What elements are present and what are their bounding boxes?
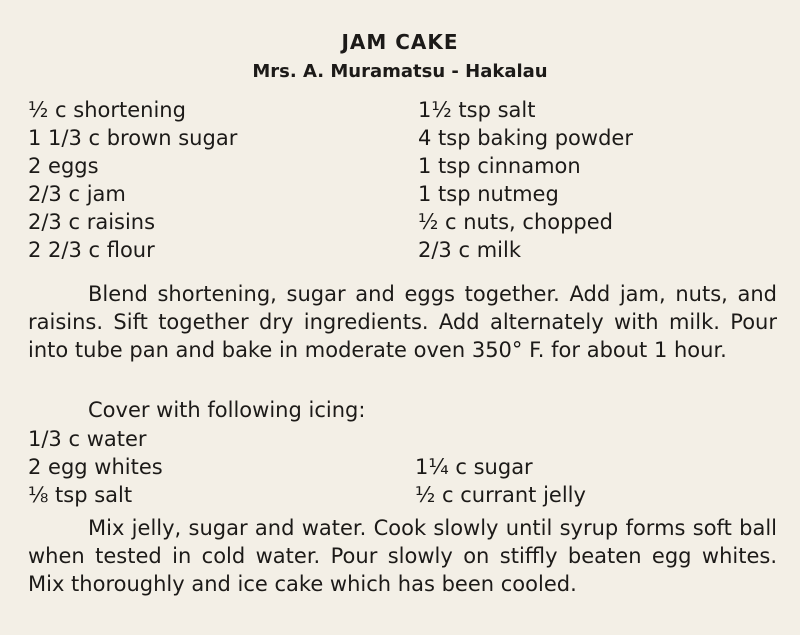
- ingredient-item: 1 tsp cinnamon: [418, 154, 581, 178]
- icing-item: 2 egg whites: [28, 455, 163, 479]
- recipe-title: JAM CAKE: [341, 30, 459, 54]
- ingredient-item: 1½ tsp salt: [418, 98, 536, 122]
- recipe-author: Mrs. A. Muramatsu - Hakalau: [252, 61, 548, 82]
- ingredient-item: 4 tsp baking powder: [418, 126, 633, 150]
- ingredient-item: 2 2/3 c flour: [28, 238, 155, 262]
- ingredient-item: 2/3 c raisins: [28, 210, 156, 234]
- icing-ingredients-right: [415, 453, 586, 509]
- directions-paragraph: Blend shortening, sugar and eggs together. Add jam, nuts, and raisins. Sift together dry ingredients. Add alternately with milk. Pour into tube pan and bake in moderate oven 350° F. for about 1 hour.: [28, 282, 777, 362]
- icing-item: 1/3 c water: [28, 427, 147, 451]
- ingredient-item: 2/3 c jam: [28, 182, 126, 206]
- ingredient-item: 1 1/3 c brown sugar: [28, 126, 238, 150]
- icing-directions-paragraph: Mix jelly, sugar and water. Cook slowly until syrup forms soft ball when tested in cold water. Pour slowly on stiffly beaten egg whites. Mix thoroughly and ice cake which has been cooled.: [28, 516, 777, 596]
- ingredient-item: 2/3 c milk: [418, 238, 521, 262]
- ingredients-left: [28, 96, 237, 264]
- icing-intro: Cover with following icing:: [88, 398, 366, 422]
- icing-item: 1¼ c sugar: [415, 455, 533, 479]
- icing-item: ½ c currant jelly: [415, 483, 586, 507]
- ingredient-item: 2 eggs: [28, 154, 99, 178]
- ingredient-item: ½ c shortening: [28, 98, 186, 122]
- icing-item: ⅛ tsp salt: [28, 483, 133, 507]
- ingredient-item: 1 tsp nutmeg: [418, 182, 559, 206]
- ingredient-item: ½ c nuts, chopped: [418, 210, 614, 234]
- ingredients-right: [418, 96, 633, 264]
- icing-ingredients-left: [28, 425, 163, 509]
